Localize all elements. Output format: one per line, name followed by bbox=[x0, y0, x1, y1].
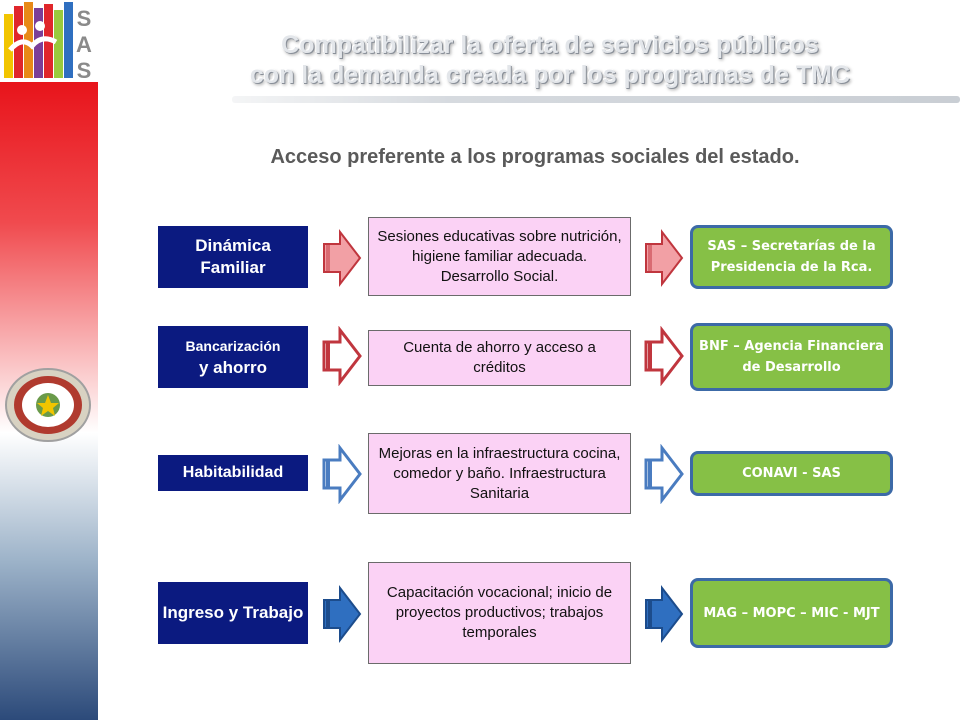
agency-sas: SAS – Secretarías de la Presidencia de la Rca. bbox=[690, 225, 893, 289]
arrow-right-icon bbox=[644, 444, 684, 504]
arrow-right-icon bbox=[322, 326, 362, 386]
description-dinamica-familiar: Sesiones educativas sobre nutrición, higiene familiar adecuada. Desarrollo Social. bbox=[368, 217, 631, 296]
agency-conavi: CONAVI - SAS bbox=[690, 451, 893, 496]
logo-letter-s1: S bbox=[76, 6, 92, 31]
agency-bnf: BNF – Agencia Financiera de Desarrollo bbox=[690, 323, 893, 391]
description-bancarizacion: Cuenta de ahorro y acceso a créditos bbox=[368, 330, 631, 386]
title-underline bbox=[232, 96, 960, 103]
page-title bbox=[180, 30, 920, 90]
description-habitabilidad: Mejoras en la infraestructura cocina, comedor y baño. Infraestructura Sanitaria bbox=[368, 433, 631, 514]
arrow-right-icon bbox=[322, 228, 362, 288]
agency-mag-mopc: MAG – MOPC – MIC - MJT bbox=[690, 578, 893, 648]
arrow-right-icon bbox=[644, 228, 684, 288]
category-ingreso-trabajo: Ingreso y Trabajo bbox=[158, 582, 308, 644]
paraguay-seal-icon bbox=[4, 366, 92, 444]
arrow-right-icon bbox=[644, 326, 684, 386]
arrow-right-icon bbox=[322, 584, 362, 644]
arrow-right-icon bbox=[644, 584, 684, 644]
page-subtitle: Acceso preferente a los programas sociales del estado. bbox=[270, 146, 800, 168]
logo-letter-s2: S bbox=[76, 58, 92, 82]
category-bancarizacion-line2: y ahorro bbox=[198, 358, 268, 377]
arrow-right-icon bbox=[322, 444, 362, 504]
category-bancarizacion-line1: Bancarización bbox=[185, 338, 281, 354]
sas-logo bbox=[0, 0, 100, 82]
category-bancarizacion bbox=[158, 326, 308, 388]
category-habitabilidad: Habitabilidad bbox=[158, 455, 308, 491]
title-line-1: Compatibilizar la oferta de servicios públicos bbox=[281, 31, 819, 59]
logo-letter-a: A bbox=[76, 32, 92, 57]
title-line-2: con la demanda creada por los programas de TMC bbox=[249, 61, 851, 89]
category-dinamica-familiar: Dinámica Familiar bbox=[158, 226, 308, 288]
description-ingreso-trabajo: Capacitación vocacional; inicio de proyectos productivos; trabajos temporales bbox=[368, 562, 631, 664]
